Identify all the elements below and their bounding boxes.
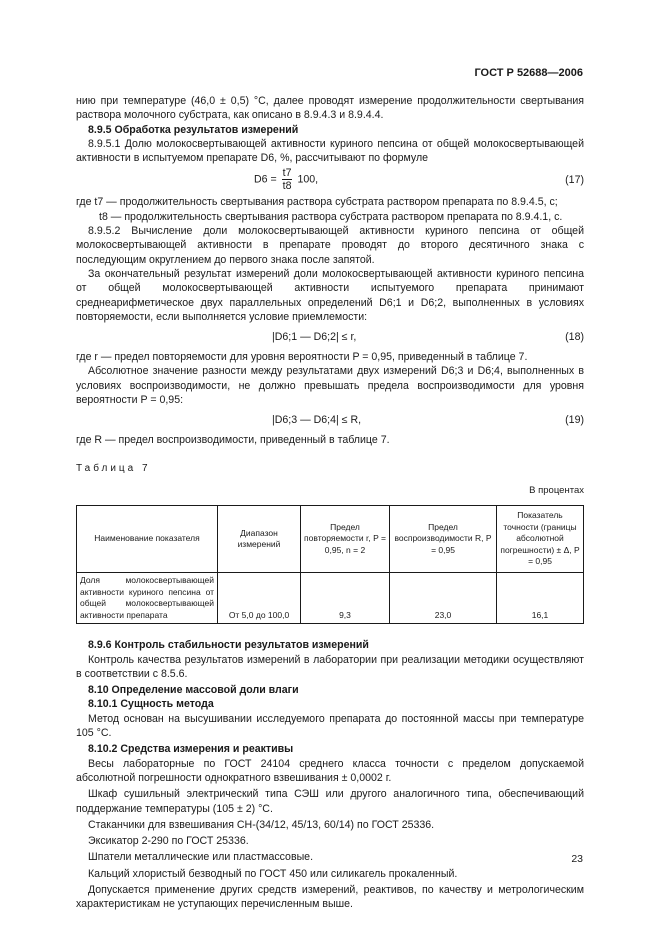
table-row: [77, 573, 584, 624]
section-title: 8.10.2 Средства измерения и реактивы: [88, 743, 294, 756]
table-7: [76, 505, 584, 624]
formula-rhs: 100,: [297, 173, 319, 186]
paragraph: Шпатели металлические или пластмассовые.: [88, 851, 314, 864]
table-header-row: [77, 506, 584, 573]
paragraph: 8.9.5.2 Вычисление доли молокосвертывающей активности куриного пепсина от общей молокосвертывающей активности в препарате проводят до второго десятичного знака с последующим округлением до первого знака после запятой.: [76, 225, 584, 266]
table-header-cell: Диапазон измерений: [218, 506, 301, 573]
paragraph: Эксикатор 2-290 по ГОСТ 25336.: [88, 835, 249, 848]
formula-lhs: D6 =: [254, 173, 277, 186]
table-cell: 23,0: [390, 573, 497, 624]
paragraph: Весы лабораторные по ГОСТ 24104 среднего класса точности с пределом допускаемой абсолютной погрешности однократного взвешивания ± 0,0002 г.: [76, 757, 584, 784]
table-header-cell: Показатель точности (границы абсолютной погрешности) ± Δ, P = 0,95: [497, 506, 584, 573]
formula-number: (19): [565, 414, 584, 427]
paragraph: нию при температуре (46,0 ± 0,5) °С, далее проводят измерение продолжительности свертывания раствора молочного субстрата, как описано в 8.9.4.3 и 8.9.4.4.: [76, 95, 584, 122]
paragraph: Шкаф сушильный электрический типа СЭШ или другого аналогичного типа, обеспечивающий поддержание температуры (105 ± 2) °С.: [76, 788, 584, 815]
section-title: 8.10 Определение массовой доли влаги: [88, 684, 299, 697]
page-number: 23: [571, 853, 583, 865]
section-title: 8.10.1 Сущность метода: [88, 698, 214, 711]
formula-18: [76, 324, 584, 350]
definition: где t7 — продолжительность свертывания раствора субстрата раствором препарата по 8.9.4.5, с;: [76, 196, 558, 209]
table-cell: 16,1: [497, 573, 584, 624]
paragraph: Абсолютное значение разности между результатами двух измерений D6;3 и D6;4, выполненных в условиях воспроизводимости, не должно превышать предела воспроизводимости для уровня вероятности P = 0,95:: [76, 365, 584, 407]
paragraph: Контроль качества результатов измерений в лаборатории при реализации методики осуществляют в соответствии с 8.5.6.: [76, 653, 584, 680]
paragraph: Метод основан на высушивании исследуемого препарата до постоянной массы при температуре 105 °С.: [76, 712, 584, 740]
fraction-denominator: t8: [282, 180, 292, 193]
table-units: В процентах: [529, 484, 584, 496]
table-caption: Таблица 7: [76, 462, 151, 474]
table-header-cell: Предел воспроизводимости R, P = 0,95: [390, 506, 497, 573]
paragraph: Кальций хлористый безводный по ГОСТ 450 или силикагель прокаленный.: [88, 867, 458, 880]
formula-fraction: [282, 167, 293, 192]
paragraph: Допускается применение других средств измерений, реактивов, по качеству и метрологическим характеристикам не уступающих перечисленным выше.: [76, 883, 584, 911]
paragraph: Стаканчики для взвешивания СН-(34/12, 45/13, 60/14) по ГОСТ 25336.: [88, 818, 435, 831]
paragraph: За окончательный результат измерений доли молокосвертывающей активности куриного пепсина от общей молокосвертывающей активности испытуемого препарата принимают среднеарифметическое двух параллельных определений D6;1 и D6;2, выполненных в условиях повторяемости, если выполняется условие приемлемости:: [76, 267, 584, 323]
table-header-cell: Наименование показателя: [77, 506, 218, 573]
document-header: ГОСТ Р 52688—2006: [474, 67, 583, 79]
definition: где r — предел повторяемости для уровня вероятности P = 0,95, приведенный в таблице 7.: [76, 351, 528, 364]
formula-number: (18): [565, 331, 584, 344]
section-title: 8.9.5 Обработка результатов измерений: [88, 123, 299, 136]
table-cell: Доля молокосвертывающей активности куриного пепсина от общей молокосвертывающей активности препарата: [77, 573, 218, 624]
formula-19: [76, 407, 584, 433]
fraction-numerator: t7: [282, 167, 292, 180]
formula-17: [76, 165, 584, 195]
paragraph: 8.9.5.1 Долю молокосвертывающей активности куриного пепсина от общей молокосвертывающей активности в испытуемом препарате D6, %, рассчитывают по формуле: [76, 137, 584, 165]
formula-expression: |D6;3 — D6;4| ≤ R,: [272, 414, 362, 427]
table-cell: От 5,0 до 100,0: [218, 573, 301, 624]
table-header-cell: Предел повторяемости r, P = 0,95, n = 2: [301, 506, 390, 573]
definition: t8 — продолжительность свертывания раствора субстрата раствором препарата по 8.9.4.1, с.: [99, 210, 563, 223]
section-title: 8.9.6 Контроль стабильности результатов измерений: [88, 639, 369, 652]
formula-expression: |D6;1 — D6;2| ≤ r,: [272, 331, 357, 344]
table-cell: 9,3: [301, 573, 390, 624]
definition: где R — предел воспроизводимости, приведенный в таблице 7.: [76, 434, 390, 447]
formula-number: (17): [565, 174, 584, 187]
document-body: [76, 94, 584, 912]
